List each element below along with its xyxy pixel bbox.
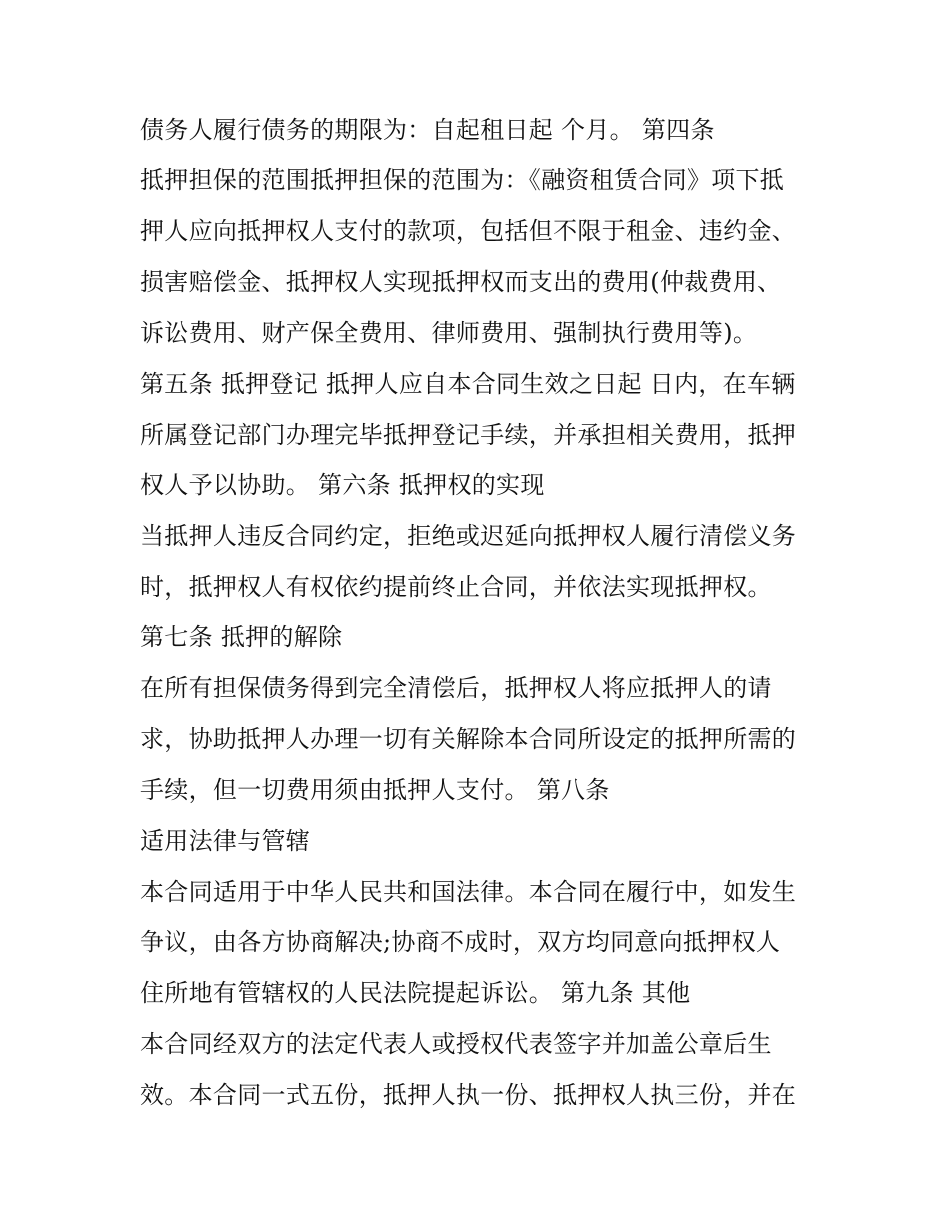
text-line: 债务人履行债务的期限为：自起租日起 个月。 第四条 [140, 116, 715, 144]
text-line: 当抵押人违反合同约定，拒绝或迟延向抵押权人履行清偿义务 [140, 522, 797, 550]
text-line: 第七条 抵押的解除 [140, 623, 343, 651]
text-line: 权人予以协助。 第六条 抵押权的实现 [140, 471, 545, 499]
text-line: 适用法律与管辖 [140, 827, 311, 855]
text-line: 争议，由各方协商解决;协商不成时，双方均同意向抵押权人 [140, 928, 781, 956]
text-line: 诉讼费用、财产保全费用、律师费用、强制执行费用等)。 [140, 319, 758, 347]
text-line: 时，抵押权人有权依约提前终止合同，并依法实现抵押权。 [140, 573, 772, 601]
text-line: 所属登记部门办理完毕抵押登记手续，并承担相关费用，抵押 [140, 421, 797, 449]
text-line: 效。本合同一式五份，抵押人执一份、抵押权人执三份，并在 [140, 1081, 797, 1109]
text-line: 本合同适用于中华人民共和国法律。本合同在履行中，如发生 [140, 878, 797, 906]
text-line: 押人应向抵押权人支付的款项，包括但不限于租金、违约金、 [140, 217, 797, 245]
text-line: 抵押担保的范围抵押担保的范围为：《融资租赁合同》项下抵 [140, 166, 785, 194]
text-line: 本合同经双方的法定代表人或授权代表签字并加盖公章后生 [140, 1030, 772, 1058]
text-line: 第五条 抵押登记 抵押人应自本合同生效之日起 日内，在车辆 [140, 370, 796, 398]
text-line: 在所有担保债务得到完全清偿后，抵押权人将应抵押人的请 [140, 674, 772, 702]
text-line: 求，协助抵押人办理一切有关解除本合同所设定的抵押所需的 [140, 725, 797, 753]
text-line: 住所地有管辖权的人民法院提起诉讼。 第九条 其他 [140, 979, 691, 1007]
text-line: 损害赔偿金、抵押权人实现抵押权而支出的费用(仲裁费用、 [140, 268, 782, 296]
text-line: 手续，但一切费用须由抵押人支付。 第八条 [140, 776, 610, 804]
